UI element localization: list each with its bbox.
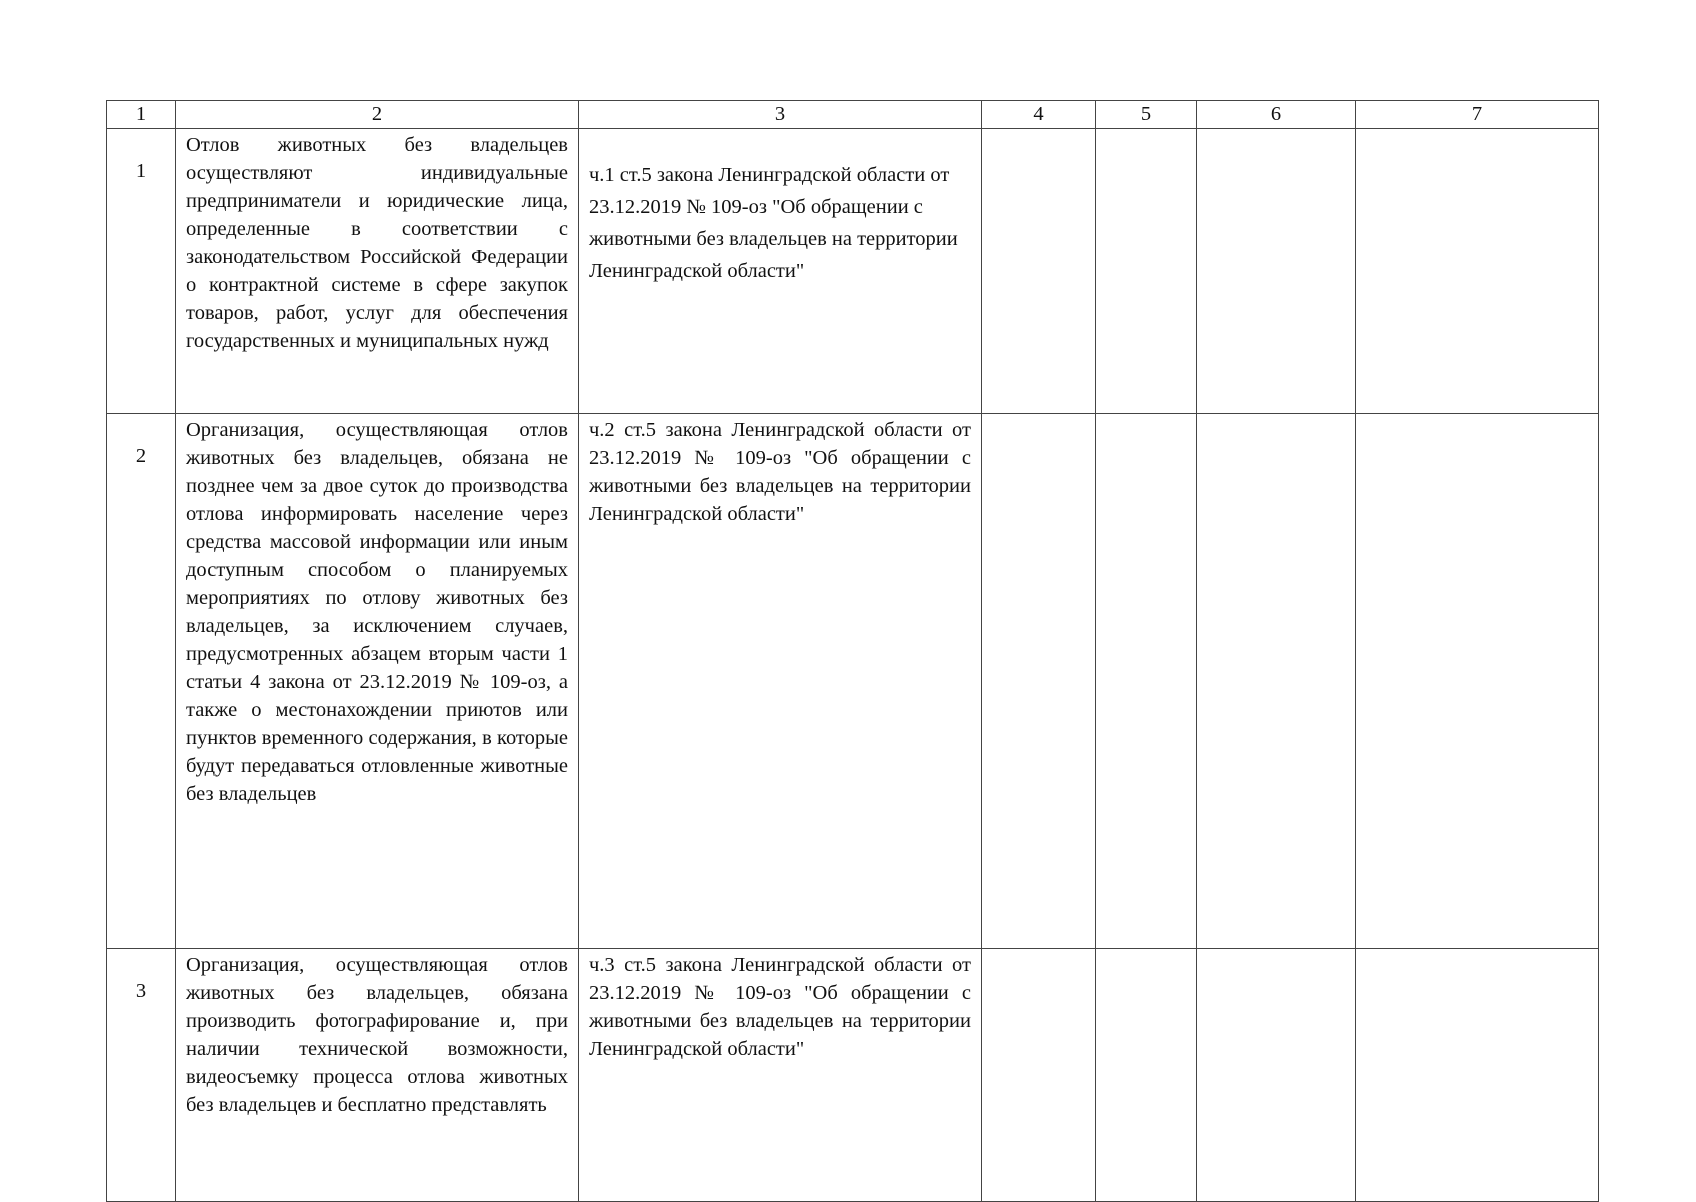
- cell-col-6: [1197, 414, 1356, 949]
- cell-col-4: [982, 129, 1096, 414]
- column-header-6: 6: [1197, 101, 1356, 129]
- cell-col-7: [1356, 949, 1599, 1202]
- legal-reference: ч.3 ст.5 закона Ленинградской области от 23.12.2019 № 109-оз "Об обращении с животными без владельцев на территории Ленинградской области": [579, 949, 982, 1202]
- requirement-text: Организация, осуществляющая отлов животных без владельцев, обязана не позднее чем за двое суток до производства отлова информировать население через средства массовой информации или иным доступным способом о планируемых мероприятиях по отлову животных без владельцев, за исключением случаев, предусмотренных абзацем вторым части 1 статьи 4 закона от 23.12.2019 № 109-оз, а также о местонахождении приютов или пунктов временного содержания, в которые будут передаваться отловленные животные без владельцев: [176, 414, 579, 949]
- legal-reference: ч.1 ст.5 закона Ленинградской области от 23.12.2019 № 109-оз "Об обращении с животными без владельцев на территории Ленинградской области": [579, 129, 982, 414]
- cell-col-6: [1197, 129, 1356, 414]
- requirements-table: [106, 100, 1599, 1202]
- column-header-2: 2: [176, 101, 579, 129]
- cell-col-4: [982, 414, 1096, 949]
- table-row: [107, 414, 1599, 949]
- column-header-7: 7: [1356, 101, 1599, 129]
- table-row: [107, 129, 1599, 414]
- cell-col-5: [1096, 129, 1197, 414]
- requirement-text: Организация, осуществляющая отлов животных без владельцев, обязана производить фотографирование и, при наличии технической возможности, видеосъемку процесса отлова животных без владельцев и бесплатно представлять: [176, 949, 579, 1202]
- legal-reference: ч.2 ст.5 закона Ленинградской области от 23.12.2019 № 109-оз "Об обращении с животными без владельцев на территории Ленинградской области": [579, 414, 982, 949]
- column-number-row: [107, 101, 1599, 129]
- requirement-text: Отлов животных без владельцев осуществляют индивидуальные предприниматели и юридические лица, определенные в соответствии с законодательством Российской Федерации о контрактной системе в сфере закупок товаров, работ, услуг для обеспечения государственных и муниципальных нужд: [176, 129, 579, 414]
- column-header-1: 1: [107, 101, 176, 129]
- cell-col-7: [1356, 129, 1599, 414]
- row-number: 2: [107, 414, 176, 949]
- cell-col-6: [1197, 949, 1356, 1202]
- column-header-5: 5: [1096, 101, 1197, 129]
- cell-col-7: [1356, 414, 1599, 949]
- column-header-3: 3: [579, 101, 982, 129]
- row-number: 1: [107, 129, 176, 414]
- cell-col-4: [982, 949, 1096, 1202]
- row-number: 3: [107, 949, 176, 1202]
- table-row: [107, 949, 1599, 1202]
- cell-col-5: [1096, 414, 1197, 949]
- cell-col-5: [1096, 949, 1197, 1202]
- column-header-4: 4: [982, 101, 1096, 129]
